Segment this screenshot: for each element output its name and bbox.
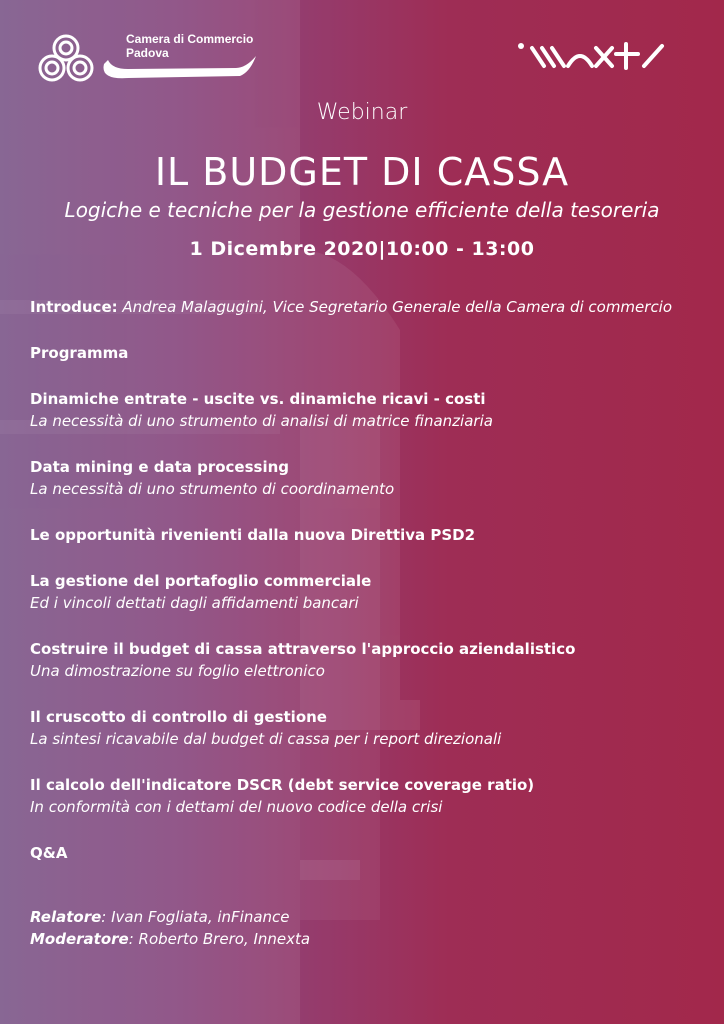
program-item-title: La gestione del portafoglio commerciale	[30, 572, 372, 590]
innexta-logo-icon	[516, 38, 676, 74]
qa-label: Q&A	[30, 844, 68, 862]
swoosh-icon	[98, 54, 258, 82]
program-heading: Programma	[30, 344, 129, 362]
program-item-subtitle: La necessità di uno strumento di analisi di matrice finanziaria	[30, 412, 493, 430]
moderatore-text: : Roberto Brero, Innexta	[128, 930, 311, 948]
program-item-subtitle: Ed i vincoli dettati dagli affidamenti bancari	[30, 594, 359, 612]
webinar-kicker: Webinar	[316, 100, 408, 125]
program-item-title: Il calcolo dell'indicatore DSCR (debt service coverage ratio)	[30, 776, 535, 794]
event-date: 1 Dicembre 2020|10:00 - 13:00	[189, 238, 535, 260]
relatore-label: Relatore	[30, 908, 102, 926]
program-item-subtitle: La necessità di uno strumento di coordinamento	[30, 480, 395, 498]
program-content	[30, 296, 700, 950]
program-item-title: Le opportunità rivenienti dalla nuova Direttiva PSD2	[30, 526, 476, 544]
program-item-title: Dinamiche entrate - uscite vs. dinamiche ricavi - costi	[30, 390, 486, 408]
program-item-title: Costruire il budget di cassa attraverso l'approccio aziendalistico	[30, 640, 576, 658]
moderatore-label: Moderatore	[30, 930, 129, 948]
camera-commercio-emblem-icon	[36, 32, 96, 86]
intro-label: Introduce:	[30, 298, 118, 316]
page-subtitle: Logiche e tecniche per la gestione efficiente della tesoreria	[64, 198, 660, 222]
relatore-text: : Ivan Fogliata, inFinance	[101, 908, 290, 926]
intro-line	[30, 296, 700, 318]
relatore-line	[30, 906, 700, 928]
program-item-title: Il cruscotto di controllo di gestione	[30, 708, 327, 726]
moderatore-line	[30, 928, 700, 950]
program-item-subtitle: In conformità con i dettami del nuovo codice della crisi	[30, 798, 443, 816]
intro-text: Andrea Malagugini, Vice Segretario Generale della Camera di commercio	[117, 298, 673, 316]
page-title: IL BUDGET DI CASSA	[154, 150, 570, 194]
program-item-subtitle: La sintesi ricavabile dal budget di cassa per i report direzionali	[30, 730, 502, 748]
org-name-line2: Padova	[126, 46, 169, 60]
org-name-line1: Camera di Commercio	[126, 32, 254, 46]
camera-commercio-logo	[36, 32, 256, 86]
program-item-subtitle: Una dimostrazione su foglio elettronico	[30, 662, 325, 680]
program-item-title: Data mining e data processing	[30, 458, 290, 476]
